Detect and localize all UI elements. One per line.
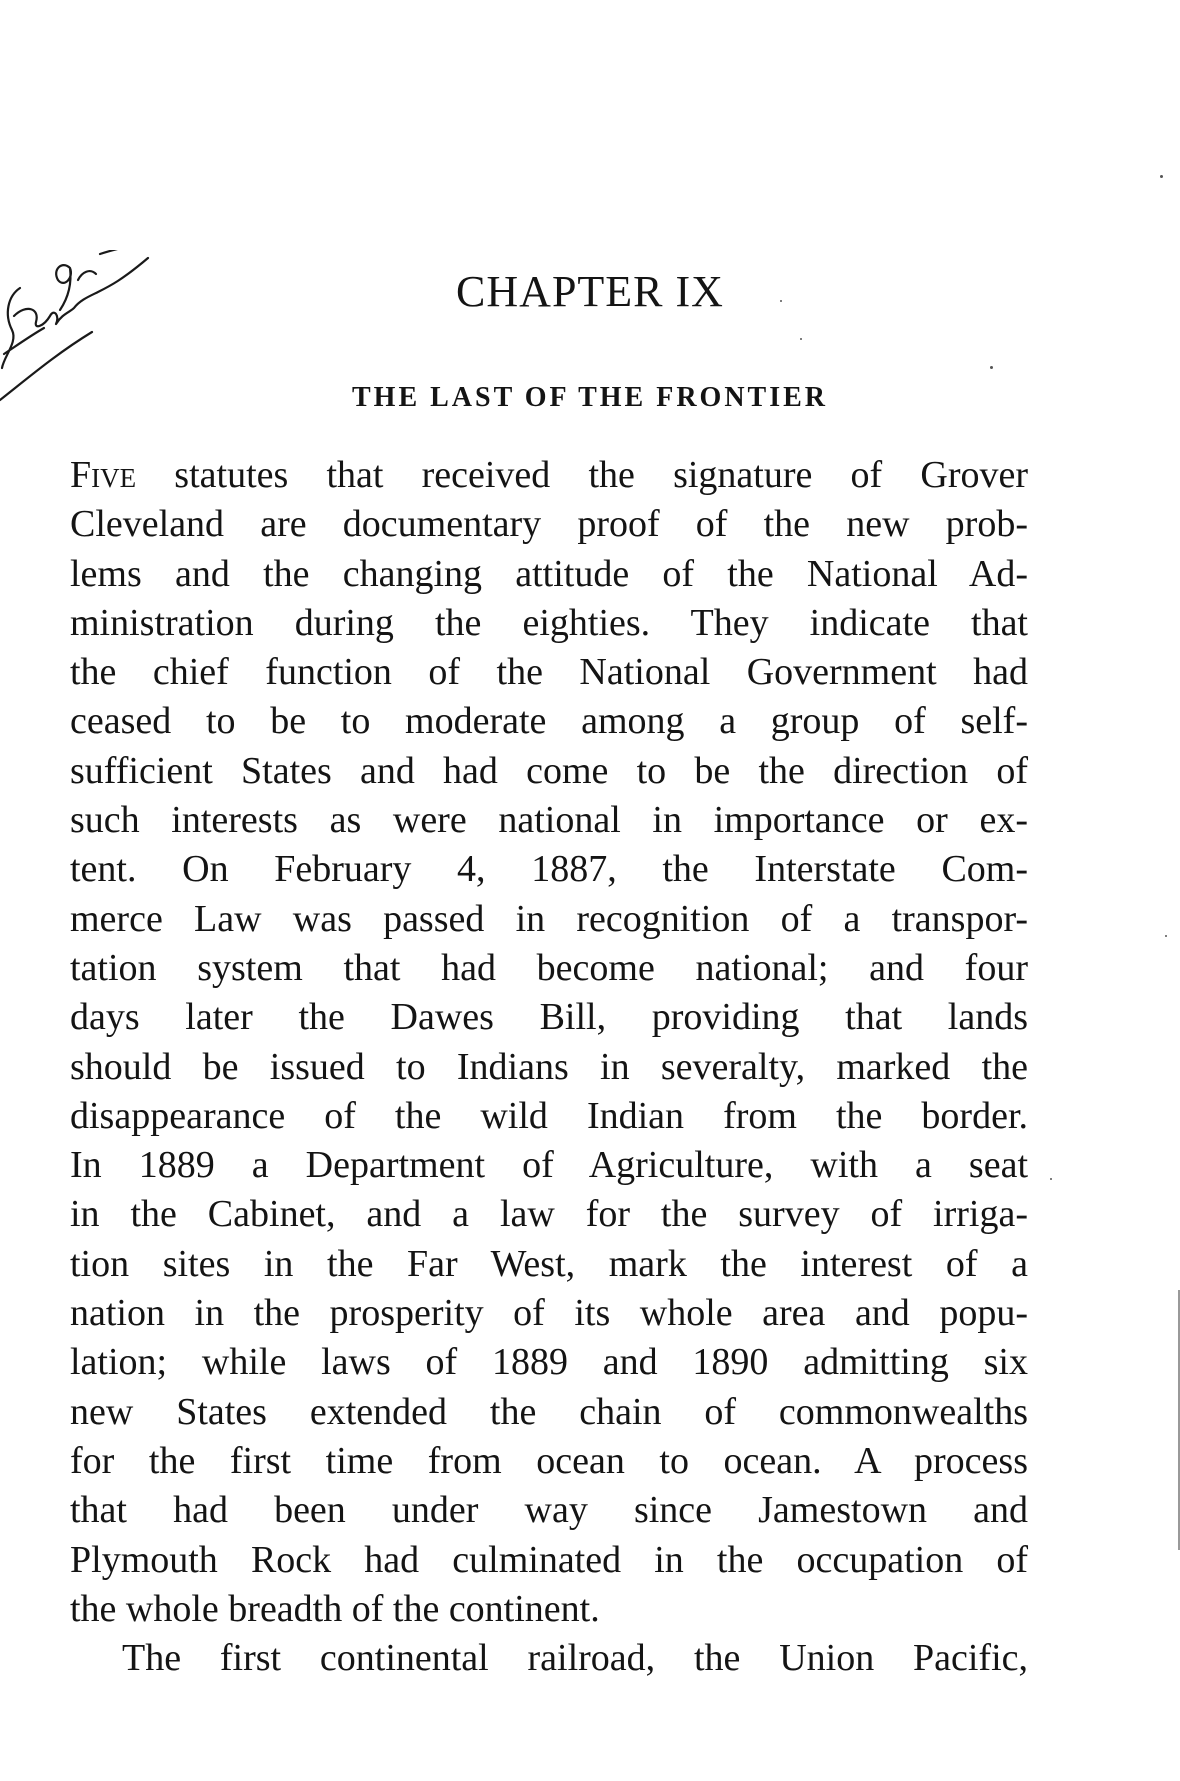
paragraph-line <box>70 451 1028 500</box>
drop-word: Five <box>70 454 137 496</box>
paragraph-line: lation; while laws of 1889 and 1890 admitting six <box>70 1341 1028 1384</box>
scan-speck <box>780 300 782 302</box>
scan-speck <box>1160 175 1163 178</box>
chapter-heading: CHAPTER IX <box>456 267 724 316</box>
paragraph-line: should be issued to Indians in severalty, marked the <box>70 1045 1028 1088</box>
paragraph-line: Cleveland are documentary proof of the new prob- <box>70 503 1028 546</box>
paragraph-line: days later the Dawes Bill, providing that lands <box>70 996 1028 1039</box>
scan-speck <box>1165 935 1167 937</box>
paragraph-line: ceased to be to moderate among a group of self- <box>70 700 1028 743</box>
paragraph-line: ministration during the eighties. They indicate that <box>70 601 1028 644</box>
paragraph-line: In 1889 a Department of Agriculture, with a seat <box>70 1144 1028 1187</box>
paragraph-line: for the first time from ocean to ocean. A process <box>70 1439 1028 1482</box>
body-text <box>70 451 1028 1683</box>
chapter-subtitle: THE LAST OF THE FRONTIER <box>351 382 829 413</box>
paragraph-line: disappearance of the wild Indian from the border. <box>70 1094 1028 1137</box>
scan-speck <box>990 366 993 369</box>
scan-speck <box>1050 1178 1052 1180</box>
paragraph-line-text: statutes that received the signature of Grover <box>136 454 1028 496</box>
paragraph-line: such interests as were national in importance or ex- <box>70 799 1028 842</box>
paragraph-line: tent. On February 4, 1887, the Interstate Com- <box>70 848 1028 891</box>
paragraph-line: lems and the changing attitude of the National Ad- <box>70 552 1028 595</box>
paragraph-line: the chief function of the National Government had <box>70 651 1028 694</box>
paragraph-line: in the Cabinet, and a law for the survey of irriga- <box>70 1193 1028 1236</box>
paragraph-line: the whole breadth of the continent. <box>70 1587 600 1630</box>
paragraph-line: nation in the prosperity of its whole area and popu- <box>70 1292 1028 1335</box>
paragraph-line: merce Law was passed in recognition of a transpor- <box>70 897 1028 940</box>
paragraph-line: that had been under way since Jamestown and <box>70 1489 1028 1532</box>
paragraph-line: The first continental railroad, the Union Pacific, <box>122 1637 1028 1680</box>
scan-speck <box>800 338 802 340</box>
paragraph-line: sufficient States and had come to be the direction of <box>70 749 1028 792</box>
paragraph-line: tion sites in the Far West, mark the interest of a <box>70 1242 1028 1285</box>
paragraph-line: tation system that had become national; and four <box>70 946 1028 989</box>
paragraph-line: Plymouth Rock had culminated in the occupation of <box>70 1538 1028 1581</box>
paragraph-line: new States extended the chain of commonwealths <box>70 1390 1028 1433</box>
